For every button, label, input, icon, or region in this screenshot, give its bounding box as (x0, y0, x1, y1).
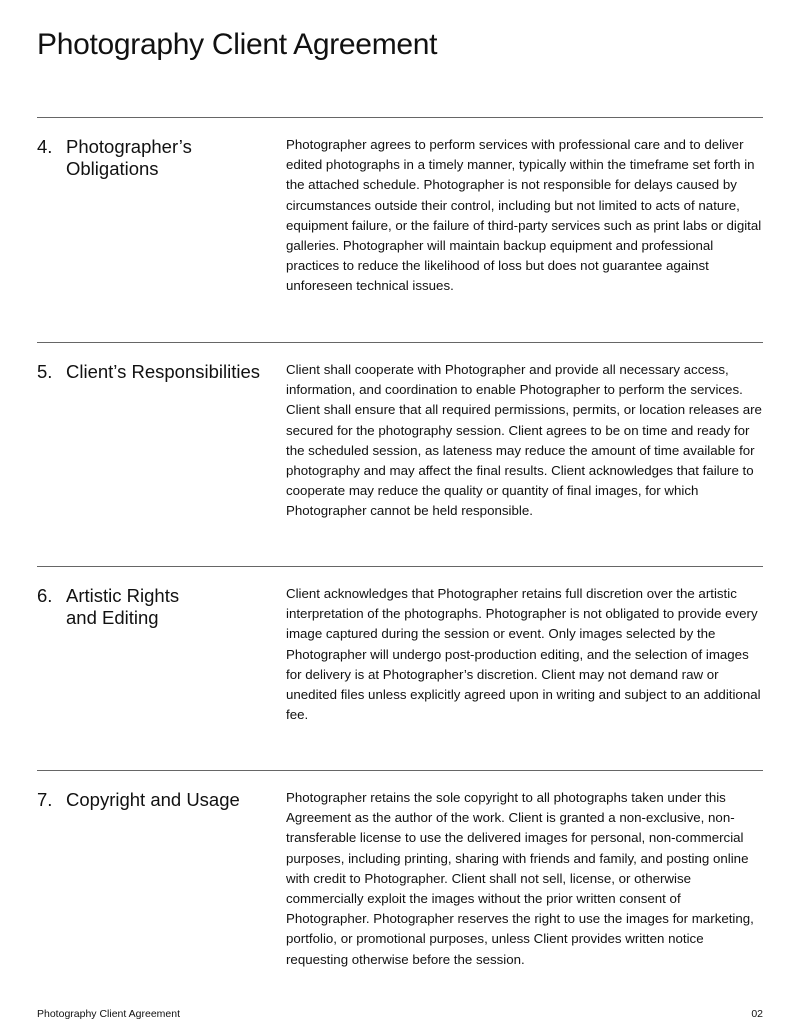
section-heading: Artistic Rights and Editing (66, 585, 180, 628)
footer-document-title: Photography Client Agreement (37, 1008, 181, 1020)
section-clients-responsibilities (37, 342, 763, 566)
footer-page-number: 02 (751, 1008, 763, 1020)
section-body: Photographer retains the sole copyright to all photographs taken under this Agreement as the author of the work. Client is granted a non-exclusive, non-transferable license to use the delivered images for personal, non-commercial purposes, including printing, sharing with friends and family, and posting online with credit to Photographer. Client shall not sell, license, or otherwise commercially exploit the images without the prior written consent of Photographer. Photographer reserves the right to use the images for marketing, portfolio, or promotional purposes, unless Client provides written notice requesting otherwise before the session. (286, 790, 754, 967)
section-artistic-rights (37, 566, 763, 770)
section-body: Client shall cooperate with Photographer and provide all necessary access, information, and coordination to enable Photographer to perform the services. Client shall ensure that all required permissions, permits, or location releases are secured for the photography session. Client agrees to be on time and ready for the scheduled session, as lateness may reduce the amount of time available for photography and may affect the final results. Client acknowledges that failure to cooperate may reduce the quality or quantity of final images, for which Photographer cannot be held responsible. (286, 362, 762, 519)
section-number: 4. (37, 136, 53, 157)
section-heading: Copyright and Usage (66, 789, 240, 810)
section-number: 5. (37, 361, 53, 382)
section-heading: Photographer’s Obligations (66, 136, 192, 179)
section-photographers-obligations (37, 117, 763, 342)
section-body: Photographer agrees to perform services with professional care and to deliver edited photographs in a timely manner, typically within the timeframe set forth in the attached schedule. Photographer is not responsible for delays caused by circumstances outside their control, including but not limited to acts of nature, equipment failure, or the failure of third-party services such as print labs or digital galleries. Photographer will maintain backup equipment and professional practices to reduce the likelihood of loss but does not guarantee against unforeseen technical issues. (286, 137, 762, 294)
section-copyright-usage (37, 770, 763, 971)
section-number: 6. (37, 585, 53, 606)
section-number: 7. (37, 789, 53, 810)
section-heading: Client’s Responsibilities (66, 361, 260, 382)
page-title: Photography Client Agreement (37, 28, 438, 61)
section-body: Client acknowledges that Photographer retains full discretion over the artistic interpretation of the photographs. Photographer is not obligated to provide every image captured during the session or event. Only images selected by the Photographer will undergo post-production editing, and the selection of images for delivery is at Photographer’s discretion. Client may not demand raw or unedited files unless explicitly agreed upon in writing and subject to an additional fee. (286, 586, 761, 723)
